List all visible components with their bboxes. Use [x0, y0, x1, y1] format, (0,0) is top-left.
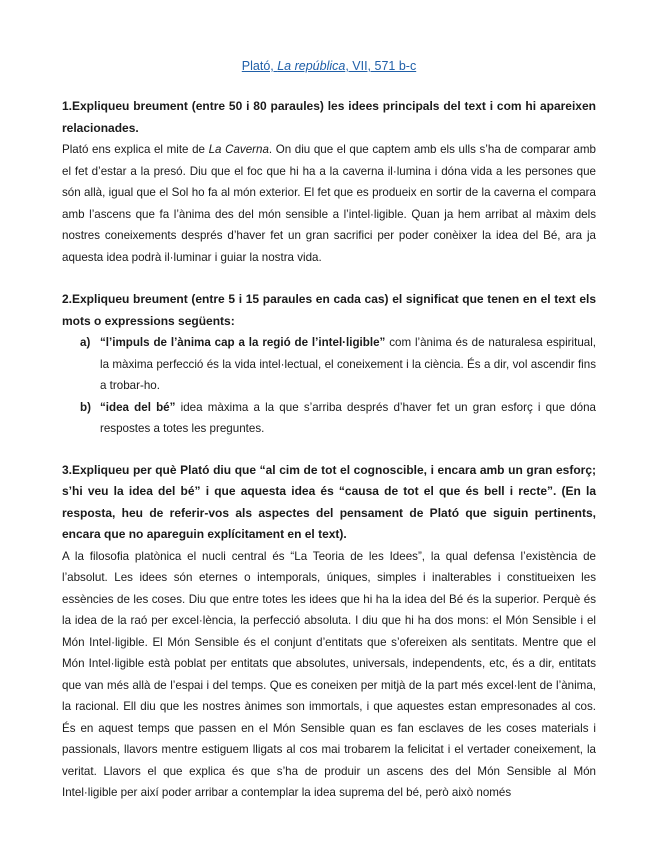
item-label: b) [80, 400, 91, 414]
question-1-section [62, 96, 596, 268]
term-list [62, 332, 596, 440]
title-author: Plató, [241, 59, 278, 73]
item-text: com l’ànima és de naturalesa espiritual, la màxima perfecció és la vida intel·lectual, el coneixement i la ciència. És a dir, vol ascendir fins a trobar-ho. [100, 336, 597, 392]
title-reference: , VII, 571 b-c [345, 59, 417, 73]
item-term: “l’impuls de l’ànima cap a la regió de l’intel·ligible” [100, 336, 386, 349]
answer-3: A la filosofia platònica el nucli central és “La Teoria de les Idees”, la qual defensa l’existència de l’absolut. Les idees són eternes o intemporals, úniques, simples i inalterables i constitueixen les essències de les coses. Diu que entre totes les idees que hi ha la idea del Bé és la superior. Perquè és la idea de la raó per excel·lència, la perfecció absoluta. I diu que hi ha dos mons: el Món Sensible i el Món Intel·ligible. El Món Sensible és el conjunt d’entitats que s’ofereixen als sentitats. Mentre que el Món Intel·ligible està poblat per entitats que absolutes, universals, independents, etc, és a dir, entitats que van més allà de l’espai i del temps. Que es coneixen per mitjà de la part més excel·lent de l’ànima, la racional. Ell diu que les nostres ànimes son immortals, i que aquestes estan empresonades al cos. És en aquest temps que passen en el Món Sensible quan es fan esclaves de les coses materials i passionals, llavors mentre estiguem lligats al cos mai trobarem la felicitat i el vertader coneixement, la veritat. Llavors el que explica és que s’ha de produir un ascens des del Món Sensible al Món Intel·ligible per així poder arribar a contemplar la idea suprema del bé, però això només [62, 549, 596, 799]
answer-1 [62, 139, 596, 268]
list-item [62, 332, 596, 397]
list-item [62, 397, 596, 440]
answer-1-text-end: . On diu que el que captem amb els ulls s’ha de comparar amb el fet d’estar a la presó. Diu que el foc que hi ha a la caverna il·lumina i dóna vida a les persones que són allà, igual que el Sol ho fa al món exterior. El fet que es produeix en sortir de la caverna el compara amb l’ascens que fa l’ànima des del món sensible a l’intel·ligible. Quan ja hem arribat al màxim dels nostres coneixements després d’haver fet un gran sacrifici per poder conèixer la idea del Bé, ara ja aquesta idea podrà il·luminar i guiar la nostra vida. [62, 143, 596, 264]
question-3-section [62, 460, 596, 804]
question-3: 3.Expliqueu per què Plató diu que “al cim de tot el cognoscible, i encara amb un gran esforç; s’hi veu la idea del bé” i que aquesta idea és “causa de tot el que és bell i recte”. (En la resposta, heu de referir-vos als aspectes del pensament de Plató que siguin pertinents, encara que no apareguin explícitament en el text). [62, 462, 596, 541]
title-work: La república [277, 59, 346, 73]
document-title[interactable] [62, 58, 596, 74]
item-body [100, 332, 596, 397]
question-1: 1.Expliqueu breument (entre 50 i 80 paraules) les idees principals del text i com hi apareixen relacionades. [62, 99, 596, 135]
answer-1-text-start: Plató ens explica el mite de [62, 143, 209, 156]
question-2-section [62, 289, 596, 440]
item-label: a) [80, 336, 91, 349]
item-body [100, 397, 596, 440]
item-term: “idea del bé” [100, 400, 176, 414]
question-2: 2.Expliqueu breument (entre 5 i 15 paraules en cada cas) el significat que tenen en el text els mots o expressions següents: [62, 292, 596, 328]
answer-1-emphasis: La Caverna [208, 143, 269, 156]
item-text: idea màxima a la que s’arriba després d’haver fet un gran esforç i que dóna respostes a totes les preguntes. [100, 400, 596, 435]
document-page [62, 58, 596, 804]
